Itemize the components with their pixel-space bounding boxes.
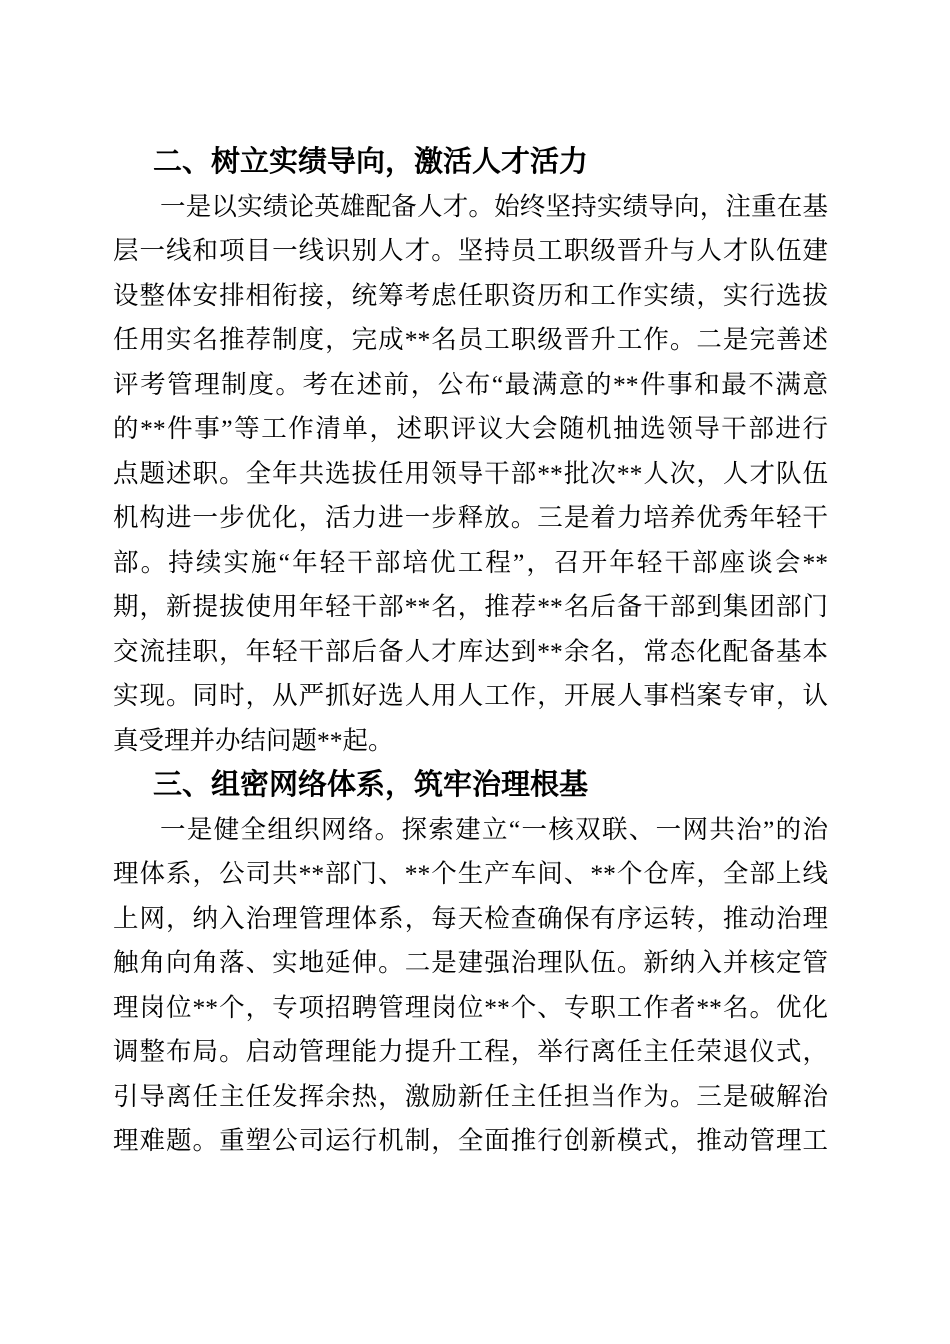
text-line: 引导离任主任发挥余热，激励新任主任担当作为。三是破解治 — [113, 1081, 828, 1111]
text-line: 上网，纳入治理管理体系，每天检查确保有序运转，推动治理 — [113, 903, 828, 933]
section-heading: 二、树立实绩导向，激活人才活力 — [153, 146, 589, 178]
text-line: 理难题。重塑公司运行机制，全面推行创新模式，推动管理工 — [113, 1126, 828, 1155]
paragraph — [113, 185, 828, 764]
text-line: 真受理并办结问题**起。 — [113, 725, 394, 755]
section-heading: 三、组密网络体系，筑牢治理根基 — [153, 769, 589, 801]
text-line: 理岗位**个，专项招聘管理岗位**个、专职工作者**名。优化 — [113, 992, 828, 1022]
text-line: 触角向角落、实地延伸。二是建强治理队伍。新纳入并核定管 — [113, 948, 828, 977]
text-line: 机构进一步优化，活力进一步释放。三是着力培养优秀年轻干 — [113, 503, 828, 532]
text-line: 交流挂职，年轻干部后备人才库达到**余名，常态化配备基本 — [113, 636, 828, 666]
text-line: 的**件事”等工作清单，述职评议大会随机抽选领导干部进行 — [113, 414, 828, 443]
document-body — [113, 140, 828, 1164]
text-line: 期，新提拔使用年轻干部**名，推荐**名后备干部到集团部门 — [113, 592, 828, 621]
text-line: 部。持续实施“年轻干部培优工程”，召开年轻干部座谈会** — [113, 547, 828, 577]
text-line: 实现。同时，从严抓好选人用人工作，开展人事档案专审，认 — [113, 681, 828, 710]
text-line: 一是健全组织网络。探索建立“一核双联、一网共治”的治 — [160, 814, 828, 844]
text-line: 层一线和项目一线识别人才。坚持员工职级晋升与人才队伍建 — [113, 236, 828, 265]
text-line: 调整布局。启动管理能力提升工程，举行离任主任荣退仪式， — [113, 1037, 828, 1066]
paragraph — [113, 808, 828, 1164]
text-line: 评考管理制度。考在述前，公布“最满意的**件事和最不满意 — [113, 369, 828, 399]
text-line: 一是以实绩论英雄配备人才。始终坚持实绩导向，注重在基 — [160, 191, 828, 221]
text-line: 点题述职。全年共选拔任用领导干部**批次**人次，人才队伍 — [113, 458, 828, 488]
text-line: 任用实名推荐制度，完成**名员工职级晋升工作。二是完善述 — [113, 325, 828, 354]
text-line: 设整体安排相衔接，统筹考虑任职资历和工作实绩，实行选拔 — [113, 280, 828, 310]
text-line: 理体系，公司共**部门、**个生产车间、**个仓库，全部上线 — [113, 859, 828, 888]
